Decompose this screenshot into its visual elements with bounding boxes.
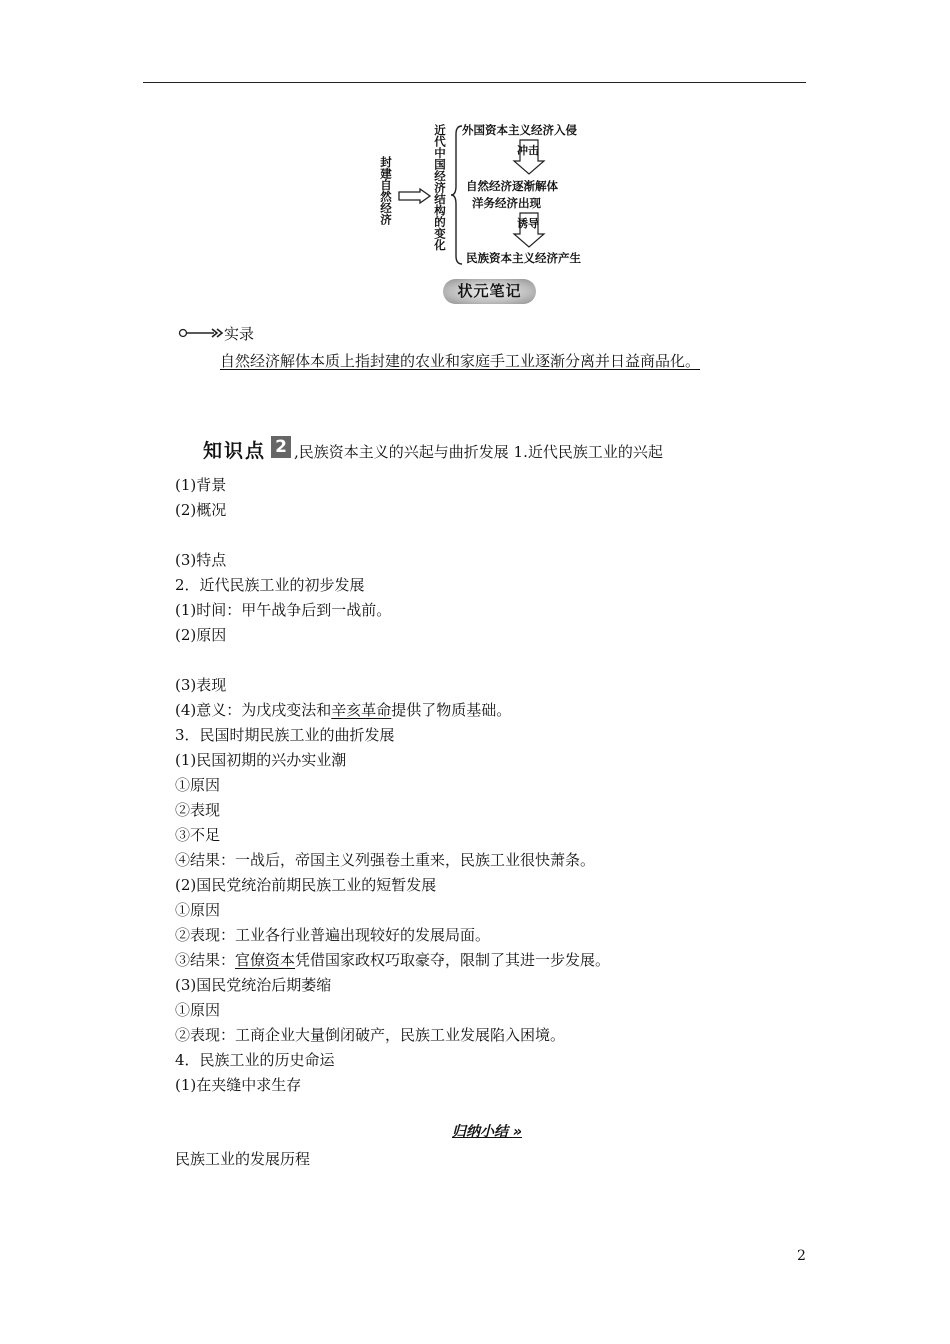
line-features: (3)特点 <box>175 551 227 569</box>
result-prefix: ③结果： <box>175 951 236 969</box>
westernization-item: 洋务经济出现 <box>472 196 541 210</box>
right-arrow-icon <box>398 188 432 204</box>
line-time: (1)时间：甲午战争后到一战前。 <box>175 601 392 619</box>
line-manifestation: (3)表现 <box>175 676 227 694</box>
line-background: (1)背景 <box>175 476 227 494</box>
line-result-1: ④结果：一战后，帝国主义列强卷土重来，民族工业很快萧条。 <box>175 851 596 869</box>
knowledge-point-title: 知识点 <box>203 440 267 462</box>
line-kmt-early: (2)国民党统治前期民族工业的短暂发展 <box>175 876 437 894</box>
line-reason: (2)原因 <box>175 626 227 644</box>
knowledge-point-heading: ,民族资本主义的兴起与曲折发展 1.近代民族工业的兴起 <box>294 443 663 461</box>
line-section-3: 3．民国时期民族工业的曲折发展 <box>175 726 395 744</box>
line-manifestation-3: ②表现：工商企业大量倒闭破产，民族工业发展陷入困境。 <box>175 1026 566 1044</box>
line-result-2 <box>175 950 610 970</box>
knowledge-point-number: 2 <box>271 436 291 458</box>
induce-label: 诱导 <box>517 217 539 230</box>
xinhai-revolution-term: 辛亥革命 <box>331 701 392 719</box>
bureaucratic-capital-term: 官僚资本 <box>235 951 296 969</box>
summary-label <box>452 1121 522 1141</box>
national-capital-item: 民族资本主义经济产生 <box>466 251 581 265</box>
foreign-capital-item: 外国资本主义经济入侵 <box>462 123 577 137</box>
line-manifestation-2: ②表现：工业各行业普遍出现较好的发展局面。 <box>175 926 491 944</box>
line-reason-2: ①原因 <box>175 901 221 919</box>
line-reason-1: ①原因 <box>175 776 221 794</box>
header-rule <box>143 82 806 83</box>
record-text: 自然经济解体本质上指封建的农业和家庭手工业逐渐分离并日益商品化。 <box>220 352 701 370</box>
natural-economy-item: 自然经济逐渐解体 <box>466 179 558 193</box>
double-chevron-icon: » <box>512 1124 522 1140</box>
economy-structure-diagram <box>370 118 610 273</box>
record-label: 实录 <box>224 325 255 343</box>
record-arrow-icon <box>178 327 224 339</box>
structure-change-label: 近代中国经济结构的变化 <box>433 124 447 251</box>
line-survival: (1)在夹缝中求生存 <box>175 1076 302 1094</box>
line-overview: (2)概况 <box>175 501 227 519</box>
line-section-4: 4．民族工业的历史命运 <box>175 1051 335 1069</box>
summary-label-text: 归纳小结 <box>452 1124 508 1140</box>
line-reason-3: ①原因 <box>175 1001 221 1019</box>
top-scholar-notes-badge: 状元笔记 <box>443 279 536 304</box>
summary-text: 民族工业的发展历程 <box>175 1150 311 1168</box>
line-significance <box>175 700 511 720</box>
line-shortcoming: ③不足 <box>175 826 221 844</box>
result-suffix: 凭借国家政权巧取豪夺，限制了其进一步发展。 <box>295 951 611 969</box>
page-number: 2 <box>797 1248 806 1264</box>
line-section-2: 2．近代民族工业的初步发展 <box>175 576 365 594</box>
feudal-economy-label: 封建自然经济 <box>379 156 393 225</box>
brace-icon <box>450 124 464 266</box>
line-kmt-late: (3)国民党统治后期萎缩 <box>175 976 332 994</box>
significance-prefix: (4)意义：为戊戌变法和 <box>175 701 332 719</box>
line-manifestation-1: ②表现 <box>175 801 221 819</box>
line-early-republic: (1)民国初期的兴办实业潮 <box>175 751 347 769</box>
impact-label: 冲击 <box>517 144 539 157</box>
significance-suffix: 提供了物质基础。 <box>391 701 512 719</box>
